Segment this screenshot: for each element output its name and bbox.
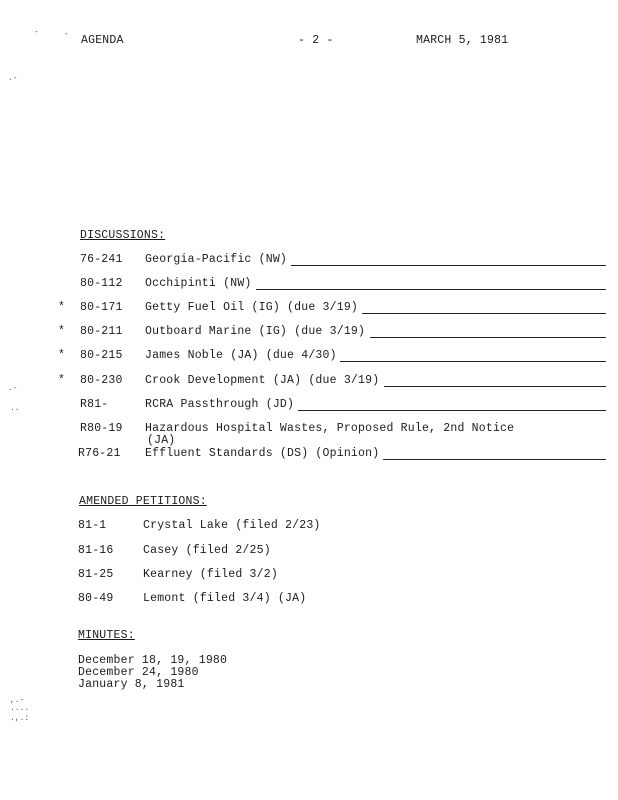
priority-asterisk: * xyxy=(58,325,65,338)
fill-line xyxy=(256,289,606,290)
fill-line xyxy=(298,410,606,411)
docket-title: Georgia-Pacific (NW) xyxy=(145,253,288,266)
scan-speck: .- xyxy=(8,74,18,83)
petition-number: 81-25 xyxy=(78,568,114,581)
fill-line xyxy=(370,337,606,338)
priority-asterisk: * xyxy=(58,301,65,314)
docket-number: 80-215 xyxy=(80,349,123,362)
amended-petitions-heading: AMENDED PETITIONS: xyxy=(79,495,207,508)
fill-line xyxy=(291,265,606,266)
docket-title: Getty Fuel Oil (IG) (due 3/19) xyxy=(145,301,359,314)
scan-speck: ,.- xyxy=(10,696,25,705)
petition-title: Kearney (filed 3/2) xyxy=(143,568,278,581)
docket-title: Occhipinti (NW) xyxy=(145,277,252,290)
docket-title: RCRA Passthrough (JD) xyxy=(145,398,295,411)
docket-title: Outboard Marine (IG) (due 3/19) xyxy=(145,325,366,338)
petition-title: Casey (filed 2/25) xyxy=(143,544,271,557)
priority-asterisk: * xyxy=(58,349,65,362)
petition-number: 81-1 xyxy=(78,519,107,532)
docket-number: 80-230 xyxy=(80,374,123,387)
docket-title: Effluent Standards (DS) (Opinion) xyxy=(145,447,380,460)
docket-number: 80-211 xyxy=(80,325,123,338)
fill-line xyxy=(362,313,606,314)
petition-title: Lemont (filed 3/4) (JA) xyxy=(143,592,307,605)
docket-number: 76-241 xyxy=(80,253,123,266)
minutes-heading: MINUTES: xyxy=(78,629,135,642)
fill-line xyxy=(383,459,606,460)
scan-speck: .,.: xyxy=(10,714,30,723)
docket-number: R80-19 xyxy=(80,422,123,435)
minutes-date: December 24, 1980 xyxy=(78,666,199,679)
discussions-heading: DISCUSSIONS: xyxy=(80,229,166,242)
docket-title: James Noble (JA) (due 4/30) xyxy=(145,349,337,362)
docket-title-continued: (JA) xyxy=(147,434,176,447)
header-agenda: AGENDA xyxy=(81,34,124,47)
scan-speck: .. xyxy=(10,404,20,413)
priority-asterisk: * xyxy=(58,374,65,387)
minutes-date: December 18, 19, 1980 xyxy=(78,654,228,667)
docket-title: Crook Development (JA) (due 3/19) xyxy=(145,374,380,387)
scan-speck: .- xyxy=(8,384,18,393)
docket-number: 80-171 xyxy=(80,301,123,314)
scan-speck: - xyxy=(34,28,39,37)
header-page-number: - 2 - xyxy=(298,34,334,47)
minutes-date: January 8, 1981 xyxy=(78,678,185,691)
docket-title: Hazardous Hospital Wastes, Proposed Rule, 2nd Notice xyxy=(145,422,515,435)
docket-number: 80-112 xyxy=(80,277,123,290)
scan-speck: - xyxy=(64,30,69,39)
fill-line xyxy=(340,361,606,362)
petition-title: Crystal Lake (filed 2/23) xyxy=(143,519,321,532)
petition-number: 80-49 xyxy=(78,592,114,605)
fill-line xyxy=(384,386,606,387)
docket-number: R76-21 xyxy=(78,447,121,460)
docket-number: R81- xyxy=(80,398,109,411)
scan-speck: .... xyxy=(10,704,30,713)
header-date: MARCH 5, 1981 xyxy=(416,34,509,47)
petition-number: 81-16 xyxy=(78,544,114,557)
